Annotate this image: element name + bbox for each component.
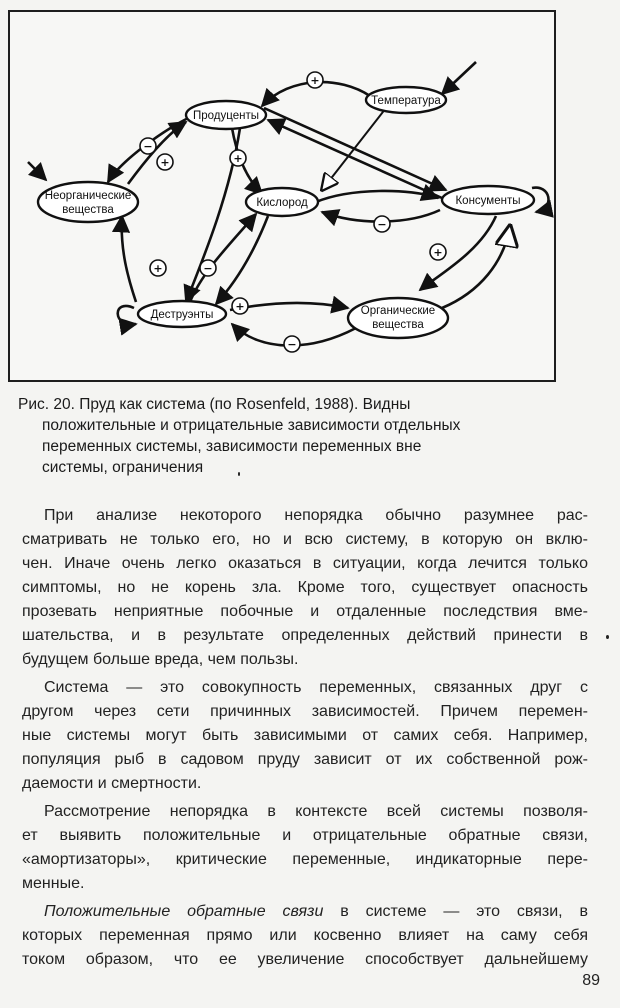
svg-text:Кислород: Кислород <box>256 197 308 209</box>
svg-text:Деструэнты: Деструэнты <box>150 309 214 321</box>
figure-frame <box>8 10 556 382</box>
p3-line-3: «амортизаторы», критические переменные, индикаторные пере- <box>22 851 588 868</box>
p2-line-4: популяция рыб в садовом пруду зависит от их собственной рож- <box>22 751 588 768</box>
p1-line-5: прозевать неприятные побочные и отдаленные последствия вме- <box>22 603 588 620</box>
p1-line-1: При анализе некоторого непорядка обычно разумнее рас- <box>44 507 588 524</box>
svg-text:+: + <box>153 262 163 275</box>
svg-text:+: + <box>310 74 320 87</box>
node-inorganic <box>38 182 138 222</box>
caption-line-4: системы, ограничения <box>42 459 204 476</box>
node-producers <box>186 101 266 129</box>
edge-external-temperature <box>442 62 476 94</box>
svg-text:−: − <box>143 140 153 153</box>
edge-destruents-oxygen <box>190 214 256 302</box>
sign-top-plus <box>307 72 323 88</box>
p3-line-1: Рассмотрение непорядка в контексте всей системы позволя- <box>44 803 588 820</box>
p1-line-2: сматривать не только его, но и всю систему, в которую он вклю- <box>22 531 588 548</box>
edge-destruents-inorganic <box>122 216 136 302</box>
svg-text:+: + <box>235 300 245 313</box>
svg-text:+: + <box>160 156 170 169</box>
pond-system-diagram <box>10 12 558 384</box>
p2-line-3: ные системы могут быть зависимыми от самих себя. Например, <box>22 727 588 744</box>
svg-text:Консументы: Консументы <box>455 195 521 207</box>
p1-line-3: чен. Иначе очень легко оказаться в ситуации, когда лечится только <box>22 555 588 572</box>
p4-line-2: которых переменная прямо или косвенно влияет на саму себя <box>22 927 588 944</box>
svg-text:−: − <box>287 338 297 351</box>
node-oxygen <box>246 188 318 216</box>
p4-line-1 <box>44 900 588 924</box>
p3-line-4: менные. <box>22 875 85 892</box>
p2-line-1: Система — это совокупность переменных, связанных друг с <box>44 679 588 696</box>
edge-external-inorganic <box>28 162 46 180</box>
p1-line-7: будущем больше вреда, чем пользы. <box>22 651 299 668</box>
svg-text:+: + <box>233 152 243 165</box>
caption-line-3: переменных системы, зависимости переменных вне <box>42 438 422 455</box>
sign-destruents-inorganic-plus <box>150 260 166 276</box>
node-destruents <box>138 301 226 327</box>
sign-organic-destruents-minus <box>284 336 300 352</box>
p4-italic-term: Положительные обратные связи <box>44 903 324 920</box>
svg-text:Неорганические: Неорганические <box>44 190 132 202</box>
svg-text:+: + <box>433 246 443 259</box>
page-number: 89 <box>582 972 600 989</box>
svg-text:Продуценты: Продуценты <box>192 110 260 122</box>
sign-producers-inorganic-minus <box>140 138 156 154</box>
figure-caption <box>18 394 578 478</box>
p4-line-3: током образом, что ее увеличение способствует дальнейшему <box>22 951 588 968</box>
caption-line-1: Рис. 20. Пруд как система (по Rosenfeld, 1988). Видны <box>18 396 411 413</box>
svg-text:вещества: вещества <box>62 204 114 216</box>
p3-line-2: ет выявить положительные и отрицательные обратные связи, <box>22 827 588 844</box>
p2-line-2: другом через сети причинных зависимостей. Причем перемен- <box>22 703 588 720</box>
svg-text:−: − <box>203 262 213 275</box>
sign-destruents-oxygen-minus <box>200 260 216 276</box>
node-organic <box>348 298 448 338</box>
p1-line-6: шательства, и в результате определенных действий принести в <box>22 627 588 644</box>
sign-destruents-organic-plus <box>232 298 248 314</box>
edge-destruents-self <box>118 306 136 324</box>
node-consumers <box>442 186 534 214</box>
svg-text:Органические: Органические <box>360 305 436 317</box>
edge-consumers-producers <box>268 120 442 198</box>
sign-consumers-organic-plus <box>430 244 446 260</box>
sign-consumers-oxygen-minus <box>374 216 390 232</box>
p1-line-4: симптомы, но не корень зла. Кроме того, существует опасность <box>22 579 588 596</box>
node-temperature <box>366 87 446 113</box>
edge-oxygen-consumers <box>316 191 438 202</box>
sign-producers-oxygen-plus <box>230 150 246 166</box>
p2-line-5: даемости и смертности. <box>22 775 202 792</box>
p4-line-1-rest: в системе — это связи, в <box>323 903 588 920</box>
svg-text:−: − <box>377 218 387 231</box>
scan-speck <box>238 472 240 476</box>
svg-text:вещества: вещества <box>372 319 424 331</box>
scan-speck <box>606 635 609 639</box>
caption-line-2: положительные и отрицательные зависимости отдельных <box>42 417 461 434</box>
svg-text:Температура: Температура <box>371 95 441 107</box>
sign-inorganic-producers-plus <box>157 154 173 170</box>
